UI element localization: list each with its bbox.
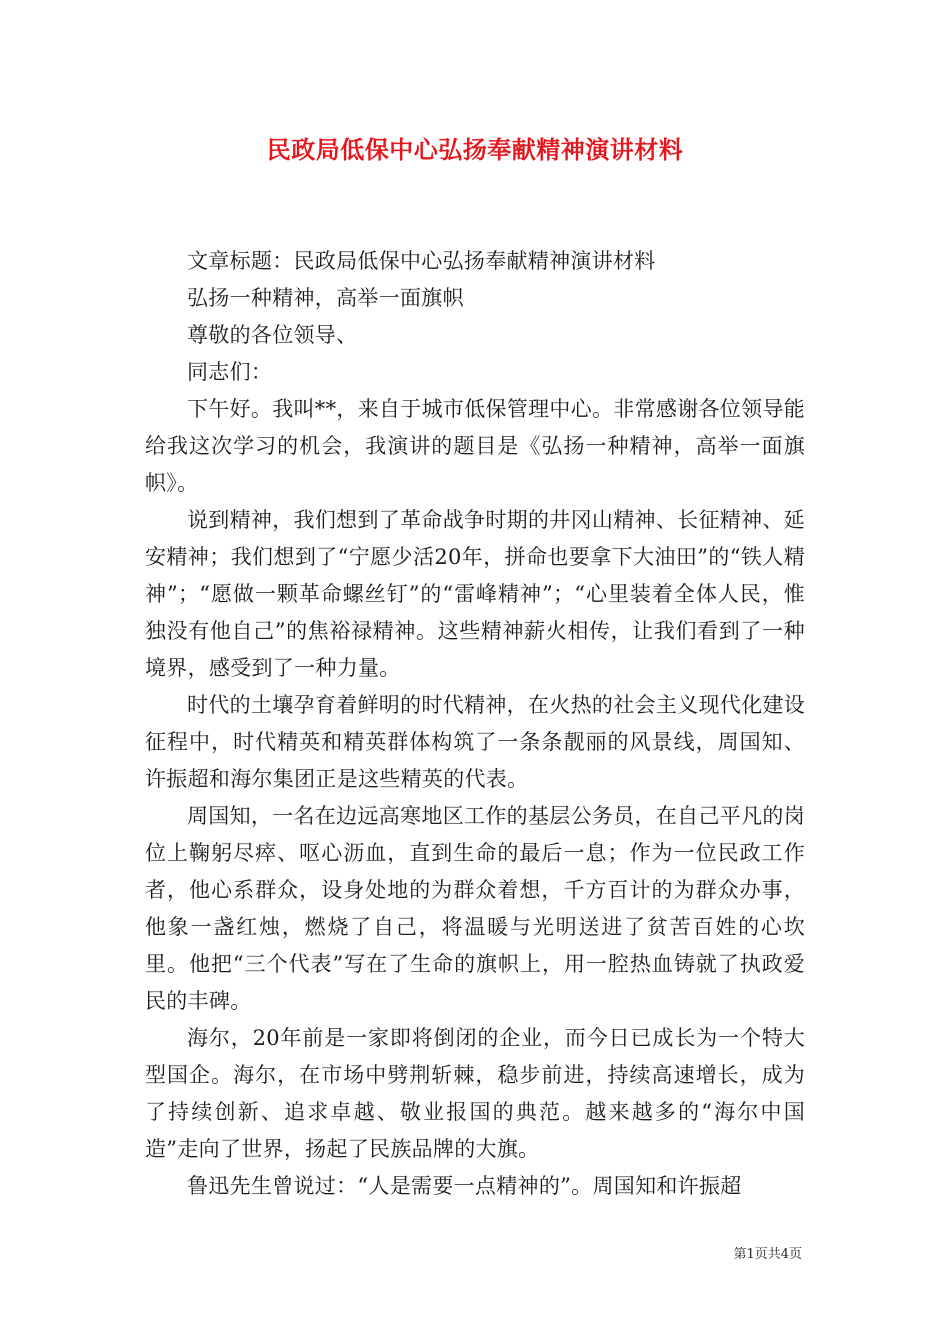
- paragraph: 尊敬的各位领导、: [187, 323, 358, 347]
- document-title: 民政局低保中心弘扬奉献精神演讲材料: [266, 135, 684, 164]
- paragraph: 时代的土壤孕育着鲜明的时代精神，在火热的社会主义现代化建设征程中，时代精英和精英群体构筑了一条条靓丽的风景线，周国知、许振超和海尔集团正是这些精英的代表。: [145, 693, 805, 791]
- paragraph: 文章标题：民政局低保中心弘扬奉献精神演讲材料: [187, 249, 656, 273]
- paragraph: 海尔，20年前是一家即将倒闭的企业，而今日已成长为一个特大型国企。海尔，在市场中劈荆斩棘，稳步前进，持续高速增长，成为了持续创新、追求卓越、敬业报国的典范。越来越多的“海尔中国造”走向了世界，扬起了民族品牌的大旗。: [145, 1026, 805, 1161]
- paragraph: 下午好。我叫**，来自于城市低保管理中心。非常感谢各位领导能给我这次学习的机会，我演讲的题目是《弘扬一种精神，高举一面旗帜》。: [145, 397, 805, 495]
- paragraph: 说到精神，我们想到了革命战争时期的井冈山精神、长征精神、延安精神；我们想到了“宁愿少活20年，拼命也要拿下大油田”的“铁人精神”；“愿做一颗革命螺丝钉”的“雷峰精神”；“心里装着全体人民，惟独没有他自己”的焦裕禄精神。这些精神薪火相传，让我们看到了一种境界，感受到了一种力量。: [145, 508, 805, 680]
- page-number: 第1页共4页: [733, 1247, 802, 1262]
- document-body: [145, 243, 805, 1205]
- paragraph: 弘扬一种精神，高举一面旗帜: [187, 286, 464, 310]
- paragraph: 鲁迅先生曾说过：“人是需要一点精神的”。周国知和许振超: [187, 1174, 742, 1198]
- paragraph: 周国知，一名在边远高寒地区工作的基层公务员，在自己平凡的岗位上鞠躬尽瘁、呕心沥血，直到生命的最后一息；作为一位民政工作者，他心系群众，设身处地的为群众着想，千方百计的为群众办事，他象一盏红烛，燃烧了自己，将温暖与光明送进了贫苦百姓的心坎里。他把“三个代表”写在了生命的旗帜上，用一腔热血铸就了执政爱民的丰碑。: [145, 804, 805, 1013]
- paragraph: 同志们：: [187, 360, 273, 384]
